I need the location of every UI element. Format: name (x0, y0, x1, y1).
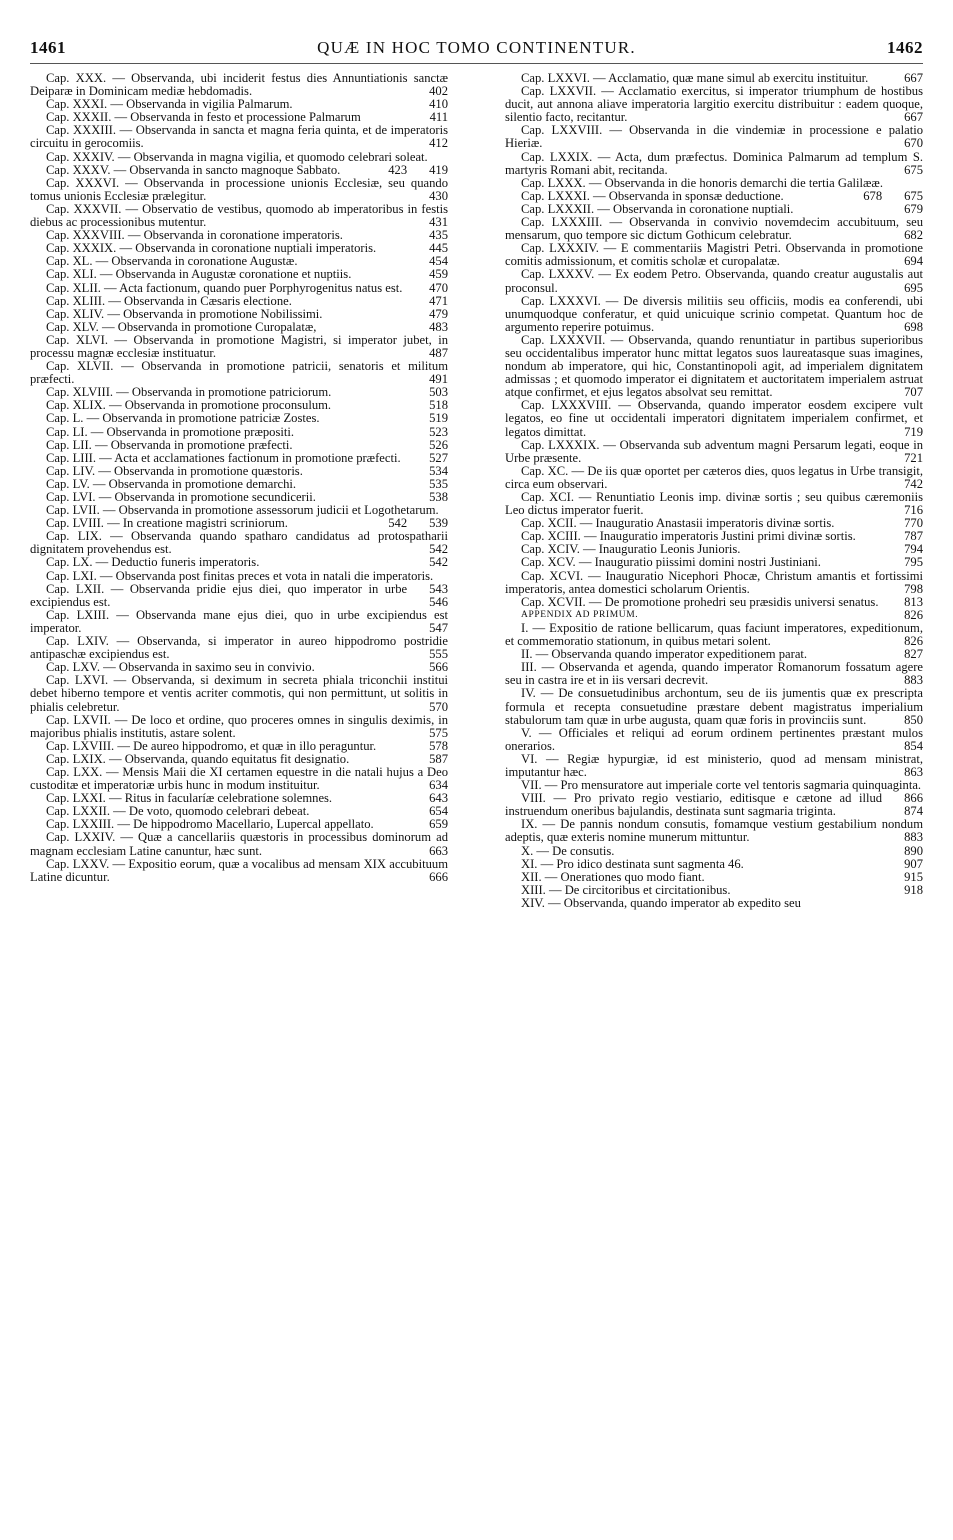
toc-entry-page: 813 (904, 594, 923, 609)
page-header (30, 34, 923, 62)
toc-entry-text: Cap. LXXVI. — Acclamatio, quæ mane simul ab exercitu instituitur. (521, 71, 869, 85)
appendix-entries (505, 622, 923, 910)
toc-entry-text: Cap. XLVI. — Observanda in promotione Magistri, si imperator jubet, in processu magnæ ecclesiæ instituatur. (30, 332, 448, 360)
toc-entry-text: VII. — Pro mensuratore aut imperiale corte vel tentoris sagmaria quinquaginta. (521, 778, 922, 793)
toc-entry-page: 915 (904, 869, 923, 884)
toc-entry (30, 72, 448, 98)
toc-entry-text: Cap. XXXV. — Observanda in sancto magnoque Sabbato. (46, 162, 341, 177)
toc-entry (30, 203, 448, 229)
toc-entry (505, 465, 923, 491)
appendix-label: APPENDIX AD PRIMUM. (521, 609, 639, 620)
toc-entry (505, 596, 923, 609)
toc-entry (505, 661, 923, 687)
toc-entry-page: 410 (429, 97, 448, 112)
toc-entry (505, 124, 923, 150)
toc-entry (30, 609, 448, 635)
toc-entry-text: Cap. LXXVII. — Acclamatio exercitus, si imperator triumphum de hostibus ducit, aut annona aliave imperatoria largitio exercitu distribuitur : eadem quoque, silentio facto, recitantur. (505, 84, 923, 125)
toc-entry-text: Cap. XXXVIII. — Observanda in coronatione imperatoris. (46, 228, 343, 243)
toc-entry-page: 918 (904, 882, 923, 897)
toc-entry-page: 411 (429, 110, 448, 125)
toc-entry-text: Cap. XLIII. — Observanda in Cæsaris electione. (46, 293, 292, 308)
toc-entry-text: Cap. LV. — Observanda in promotione demarchi. (46, 476, 297, 491)
toc-entry-page: 419 (429, 162, 448, 177)
toc-entry-page: 543 (429, 581, 448, 596)
toc-entry-page: 866 (904, 791, 923, 806)
toc-entry-text: Cap. XLVII. — Observanda in promotione patricii, senatoris et militum præfecti. (30, 359, 448, 387)
toc-entry (505, 151, 923, 177)
toc-entry-text: Cap. XLI. — Observanda in Augustæ coronatione et nuptiis. (46, 267, 352, 282)
toc-entry (30, 360, 448, 386)
toc-entry-text: Cap. XC. — De iis quæ oportet per cæteros dies, quos legatus in Urbe transigit, circa eum observari. (505, 463, 923, 491)
toc-entry-text: Cap. LXXIII. — De hippodromo Macellario, Lupercal appellato. (46, 817, 374, 832)
toc-entry-text: Cap. XXXIV. — Observanda in magna vigilia, et quomodo celebrari soleat. (46, 149, 428, 164)
toc-entry-text: Cap. LXXXIX. — Observanda sub adventum magni Persarum legati, eoque in Urbe præsente. (505, 437, 923, 465)
toc-entry (505, 753, 923, 779)
toc-entry-text: Cap. XLII. — Acta factionum, quando puer Porphyrogenitus natus est. (46, 280, 403, 295)
toc-entry (30, 766, 448, 792)
toc-entry-text: Cap. LXIX. — Observanda, quando equitatus fit designatio. (46, 751, 350, 766)
toc-entry (505, 491, 923, 517)
toc-entry-text: Cap. XL. — Observanda in coronatione Augustæ. (46, 254, 298, 269)
toc-entry-page: 526 (429, 437, 448, 452)
toc-entry-page: 431 (429, 215, 448, 230)
toc-entry-page: 907 (904, 856, 923, 871)
toc-entry-text: Cap. LX. — Deductio funeris imperatoris. (46, 555, 260, 570)
toc-entry-page: 578 (429, 738, 448, 753)
toc-entry-text: Cap. XLVIII. — Observanda in promotione patriciorum. (46, 385, 332, 400)
toc-entry-text: Cap. LII. — Observanda in promotione præfecti. (46, 437, 293, 452)
toc-entry-text: Cap. LXXXVII. — Observanda, quando renuntiatur in partibus superioribus seu occidentalibus imperator hunc mittat legatos suos laureatasque suas imagines, nondum ab imperatore, qui hic, Constantinopoli agit, ad imperialem dignitatem admissas ; et quomodo imperator ei dignitatem et auctoritatem imperialem astruat atque confirmet, et ejus legatos absolvat seu remittat. (505, 332, 923, 400)
toc-entry-page: 770 (904, 516, 923, 531)
toc-entry-page: 538 (429, 490, 448, 504)
toc-entry-text: Cap. XXXVII. — Observatio de vestibus, quomodo ab imperatoribus in festis diebus ac processionibus mutentur. (30, 201, 448, 230)
toc-entry (505, 897, 923, 910)
toc-entry-page: 542 (388, 516, 408, 531)
toc-entry-page: 670 (904, 136, 923, 151)
toc-entry-page: 890 (904, 843, 923, 858)
toc-entry (505, 85, 923, 124)
toc-entry-text: Cap. L. — Observanda in promotione patriciæ Zostes. (46, 411, 320, 426)
toc-entry-page: 795 (904, 555, 923, 570)
toc-entry-page: 534 (429, 463, 448, 478)
toc-entry-page: 695 (904, 280, 923, 295)
toc-entry-page: 698 (904, 319, 923, 334)
toc-entry-text: Cap. LXXIV. — Quæ a cancellariis quæstoris in processibus dominorum ad magnam ecclesiam Latine canuntur, hæc sunt. (30, 830, 448, 858)
toc-entry-text: V. — Officiales et reliqui ad eorum ordinem pertinentes præstant mulos onerarios. (505, 725, 923, 753)
toc-entry-page: 547 (429, 620, 448, 635)
toc-entry-page: 682 (904, 228, 923, 243)
toc-entry-text: XII. — Onerationes quo modo fiant. (521, 869, 705, 884)
toc-entry-page: 491 (429, 372, 448, 387)
toc-entry-text: Cap. LIII. — Acta et acclamationes factionum in promotione præfecti. (46, 450, 401, 465)
toc-entry-page: 719 (904, 424, 923, 439)
toc-entry-page: 535 (429, 476, 448, 491)
toc-entry-text: Cap. XXX. — Observanda, ubi inciderit festus dies Annuntiationis sanctæ Deiparæ in Dominicam mediæ hebdomadis. (30, 71, 448, 99)
toc-entry-page: 445 (429, 241, 448, 256)
toc-entry-page: 667 (904, 110, 923, 125)
toc-entry-text: Cap. LXXXV. — Ex eodem Petro. Observanda, quando creatur augustalis aut proconsul. (505, 267, 923, 295)
toc-entry (505, 334, 923, 399)
toc-entry-page: 435 (429, 228, 448, 243)
toc-entry-text: IX. — De pannis nondum consutis, fomamque vestium gestabilium nondum adeptis, quæ exteris nomine munerum mittuntur. (505, 817, 923, 845)
toc-entry-page: 546 (429, 594, 448, 609)
toc-entry-page: 854 (904, 738, 923, 753)
toc-entry-text: Cap. LXXV. — Expositio eorum, quæ a vocalibus ad mensam XIX accubituum Latine dicuntur. (30, 856, 448, 884)
toc-entry-text: Cap. LXII. — Observanda pridie ejus diei, quo imperator in urbe excipiendus est. (30, 581, 408, 609)
toc-entry-text: VIII. — Pro privato regio vestiario, editisque e cætone ad illud instruendum oneribus bajulandis, destinata sunt sagmaria triginta. (505, 791, 883, 819)
toc-entry-text: III. — Observanda et agenda, quando imperator Romanorum fossatum agere seu in castra ire et in iis versari decrevit. (505, 660, 923, 688)
toc-entry-page: 787 (904, 529, 923, 544)
right-entries (505, 72, 923, 609)
toc-entry-text: XIV. — Observanda, quando imperator ab expedito seu (521, 895, 801, 910)
toc-entry-text: Cap. LXVII. — De loco et ordine, quo proceres omnes in singulis deximis, in majoribus phialis institutis, astare solent. (30, 712, 448, 740)
toc-entry (505, 216, 923, 242)
toc-entry-page: 471 (429, 293, 448, 308)
toc-entry-text: Cap. LVII. — Observanda in promotione assessorum judicii et Logothetarum. (46, 503, 439, 518)
toc-entry-page: 716 (904, 503, 923, 518)
left-page-number: 1461 (30, 38, 66, 57)
toc-entry-text: Cap. XXXI. — Observanda in vigilia Palmarum. (46, 97, 293, 112)
right-page-number: 1462 (886, 38, 923, 57)
toc-entry-page: 518 (429, 398, 448, 413)
toc-entry-page: 503 (429, 385, 448, 400)
toc-entry-text: Cap. LIX. — Observanda quando spatharo candidatus ad protospatharii dignitatem provehendus est. (30, 529, 448, 557)
toc-entry (505, 439, 923, 465)
toc-entry-page: 643 (429, 791, 448, 806)
toc-entry-text: Cap. XCIII. — Inauguratio imperatoris Justini primi divinæ sortis. (521, 529, 856, 544)
toc-entry-text: Cap. LXXXVIII. — Observanda, quando imperator eosdem excipere vult legatos, eo fine ut occidentali imperatori dignitatem imperialem confirmet, et legatos dimittat. (505, 398, 923, 439)
toc-entry-page: 402 (429, 84, 448, 99)
toc-entry-page: 519 (429, 411, 448, 426)
toc-entry (30, 674, 448, 713)
toc-entry-text: Cap. XLV. — Observanda in promotione Curopalatæ, (46, 319, 317, 334)
toc-entry-page: 527 (429, 450, 448, 465)
toc-entry (505, 622, 923, 648)
toc-entry-text: Cap. LXIV. — Observanda, si imperator in aureo hippodromo postridie antipaschæ excipiendus est. (30, 634, 448, 662)
toc-entry-text: Cap. LVIII. — In creatione magistri scriniorum. (46, 516, 288, 531)
toc-entry (505, 792, 923, 818)
right-column (505, 72, 923, 910)
toc-entry (505, 399, 923, 438)
toc-entry-text: Cap. XXXVI. — Observanda in processione unionis Ecclesiæ, seu quando tomus unionis Ecclesiæ prælegitur. (30, 175, 448, 203)
toc-entry-text: Cap. LXXXIV. — E commentariis Magistri Petri. Observanda in promotione comitis admissionum, et comitis scholæ et curopalatæ. (505, 241, 923, 269)
toc-entry-page: 430 (429, 188, 448, 203)
toc-entry-text: Cap. LXXII. — De voto, quomodo celebrari debeat. (46, 804, 310, 819)
toc-entry-text: XIII. — De circitoribus et circitationibus. (521, 882, 731, 897)
toc-entry (505, 295, 923, 334)
toc-entry-text: Cap. XCII. — Inauguratio Anastasii imperatoris divinæ sortis. (521, 516, 835, 531)
toc-entry (30, 124, 448, 150)
toc-entry-page: 707 (904, 385, 923, 400)
toc-entry-text: Cap. XXXII. — Observanda in festo et processione Palmarum (46, 110, 361, 125)
toc-entry (30, 177, 448, 203)
toc-entry-text: Cap. XCIV. — Inauguratio Leonis Junioris. (521, 542, 741, 557)
toc-entry-page: 675 (904, 188, 923, 203)
toc-entry-text: Cap. LXXVIII. — Observanda in die vindemiæ in processione e palatio Hieriæ. (505, 123, 923, 151)
toc-entry-text: XI. — Pro idico destinata sunt sagmenta 46. (521, 856, 744, 871)
toc-entry (505, 687, 923, 726)
toc-entry (30, 831, 448, 857)
toc-entry-page: 634 (429, 778, 448, 793)
toc-entry (30, 858, 448, 884)
toc-entry-page: 555 (429, 647, 448, 662)
toc-entry-text: Cap. XXXIII. — Observanda in sancta et magna feria quinta, et de imperatoris circuitu in gerocomiis. (30, 123, 448, 151)
toc-entry-page: 542 (429, 555, 448, 570)
appendix-page: 826 (904, 607, 923, 622)
toc-entry-page: 675 (904, 162, 923, 177)
toc-entry-page: 654 (429, 804, 448, 819)
toc-entry-text: Cap. LXXI. — Ritus in facularíæ celebratione solemnes. (46, 791, 333, 806)
toc-entry-text: I. — Expositio de ratione bellicarum, quas faciunt imperatores, expeditionum, et commemoratio stationum, in quibus metari solent. (505, 620, 923, 649)
toc-entry (505, 727, 923, 753)
page-title: QUÆ IN HOC TOMO CONTINENTUR. (317, 38, 636, 57)
toc-entry (30, 635, 448, 661)
toc-entry-text: IV. — De consuetudinibus archontum, seu de iis jumentis quæ ex prescripta formula et recepta consuetudine præstare debent magistratus imperialium stabulorum tam quæ in urbe augusta, quam quæ foris in provinciis sunt. (505, 686, 923, 727)
toc-entry-text: Cap. LXV. — Observanda in saximo seu in convivio. (46, 660, 315, 675)
toc-entry-text: Cap. LXXIX. — Acta, dum præfectus. Dominica Palmarum ad templum S. martyris Romani abit, recitanda. (505, 149, 923, 177)
toc-entry-page: 742 (904, 476, 923, 491)
toc-entry-page: 850 (904, 712, 923, 727)
toc-entry-text: Cap. LXXXI. — Observanda in sponsæ deductione. (521, 188, 784, 203)
toc-entry-text: Cap. LIV. — Observanda in promotione quæstoris. (46, 463, 303, 478)
toc-entry-page: 826 (904, 634, 923, 649)
toc-entry-text: Cap. XCI. — Renuntiatio Leonis imp. divinæ sortis ; seu quibus cæremoniis Leo dictus imperator fuerit. (505, 490, 923, 518)
toc-entry (505, 268, 923, 294)
toc-entry (30, 714, 448, 740)
toc-entry-text: Cap. LVI. — Observanda in promotione secundicerii. (46, 490, 316, 504)
toc-entry-text: Cap. LXVIII. — De aureo hippodromo, et quæ in illo peraguntur. (46, 738, 377, 753)
toc-entry-page: 487 (429, 345, 448, 360)
toc-entry-page: 459 (429, 267, 448, 282)
left-column (30, 72, 448, 884)
toc-entry-text: Cap. LXXXII. — Observanda in coronatione nuptiali. (521, 201, 794, 216)
toc-entry-text: Cap. XLIV. — Observanda in promotione Nobilissimi. (46, 306, 323, 321)
toc-entry-page: 423 (388, 162, 408, 177)
toc-entry-page: 679 (904, 201, 923, 216)
toc-entry-text: Cap. LXVI. — Observanda, si deximum in secreta phiala triconchii institui debet hiberno tempore et ventis acriter commotis, qui non permittunt, ut solitis in phialis celebretur. (30, 673, 448, 714)
toc-entry-page: 827 (904, 647, 923, 662)
toc-entry-text: Cap. XLIX. — Observanda in promotione proconsulum. (46, 398, 332, 413)
toc-entry-page: 694 (904, 254, 923, 269)
toc-entry-page: 721 (904, 450, 923, 465)
toc-entry-text: Cap. LXI. — Observanda post finitas preces et vota in natali die imperatoris. (46, 568, 434, 583)
toc-entry (30, 530, 448, 556)
toc-entry-page: 663 (429, 843, 448, 858)
toc-entry-page: 794 (904, 542, 923, 557)
toc-entry-page: 412 (429, 136, 448, 151)
toc-entry-page: 479 (429, 306, 448, 321)
toc-entry-text: Cap. LI. — Observanda in promotione præpositi. (46, 424, 294, 439)
toc-entry-page: 587 (429, 751, 448, 766)
toc-entry-text: X. — De consutis. (521, 843, 615, 858)
toc-entry-page: 798 (904, 581, 923, 596)
toc-entry (505, 818, 923, 844)
toc-entry-text: VI. — Regiæ hypurgiæ, id est ministerio, quod ad mensam ministrat, imputantur hæc. (505, 751, 923, 779)
toc-entry-text: Cap. XCV. — Inauguratio piissimi domini nostri Justiniani. (521, 555, 821, 570)
toc-entry-page: 570 (429, 699, 448, 714)
toc-entry-text: Cap. LXX. — Mensis Maii die XI certamen equestre in die natali hujus a Deo custoditæ et imperatoriæ urbis hunc in modum instituitur. (30, 764, 448, 793)
toc-entry-page: 542 (429, 542, 448, 557)
toc-entry-page: 566 (429, 660, 448, 675)
toc-entry-page: 678 (863, 188, 883, 203)
toc-entry-text: Cap. LXXXIII. — Observanda in convivio novemdecim accubituum, seu mensarum, quo tempore sic dictum Gothicum celebratur. (505, 215, 923, 243)
toc-entry-page: 883 (904, 830, 923, 845)
toc-entry-text: II. — Observanda quando imperator expeditionem parat. (521, 647, 808, 662)
header-rule (30, 63, 923, 64)
toc-entry-text: Cap. LXXXVI. — De diversis militiis seu officiis, modis ea conferendi, ubi unumquodque conferatur, et quid unicuique scrinio competat. Quantum hoc de argumento reperire potuimus. (505, 293, 923, 334)
toc-entry-page: 883 (904, 673, 923, 688)
toc-entry (505, 570, 923, 596)
toc-entry-text: Cap. XCVII. — De promotione prohedri seu præsidis universi senatus. (521, 594, 879, 609)
toc-entry (30, 334, 448, 360)
toc-entry-text: Cap. LXXX. — Observanda in die honoris demarchi die tertia Galilææ. (521, 175, 883, 190)
toc-entry-text: Cap. LXIII. — Observanda mane ejus diei, quo in urbe excipiendus est imperator. (30, 607, 448, 635)
toc-entry-page: 523 (429, 424, 448, 439)
toc-entry-text: Cap. XCVI. — Inauguratio Nicephori Phocæ, Christum amantis et fortissimi imperatoris, antea domestici scholarum Orientis. (505, 568, 923, 596)
toc-entry-page: 863 (904, 764, 923, 779)
toc-entry-page: 539 (429, 516, 448, 531)
toc-entry (505, 242, 923, 268)
toc-entry-page: 667 (904, 71, 923, 85)
toc-entry-page: 666 (429, 869, 448, 884)
toc-entry-page: 454 (429, 254, 448, 269)
toc-entry-page: 470 (429, 280, 448, 295)
toc-entry-page: 659 (429, 817, 448, 832)
toc-entry-text: Cap. XXXIX. — Observanda in coronatione nuptiali imperatoris. (46, 241, 377, 256)
toc-entry-page: 575 (429, 725, 448, 740)
toc-entry (30, 583, 448, 609)
toc-entry-page: 874 (904, 804, 923, 819)
toc-entry-page: 483 (429, 319, 448, 334)
